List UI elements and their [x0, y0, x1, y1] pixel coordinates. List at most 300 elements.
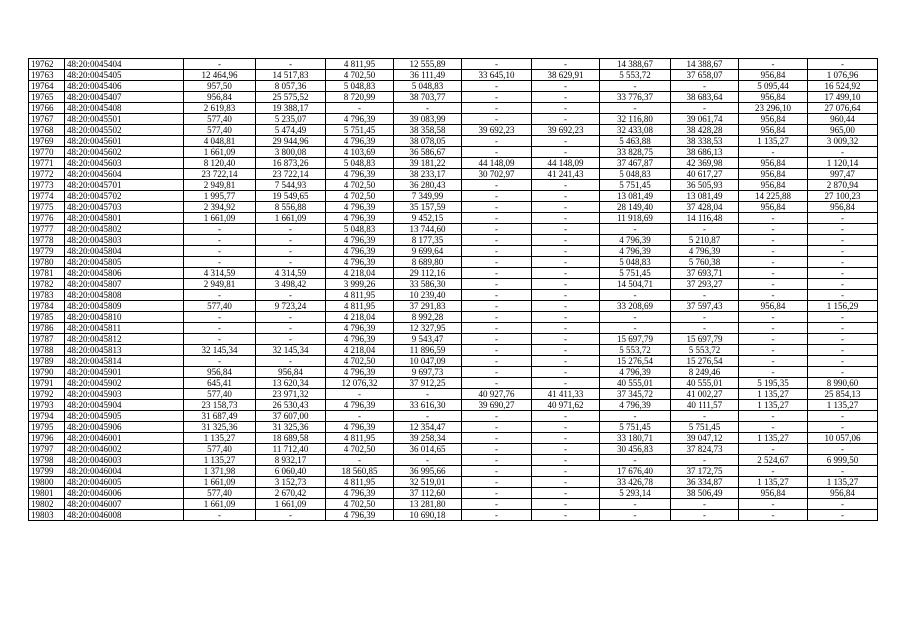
table-row: [29, 400, 878, 411]
value-cell: -: [462, 378, 532, 389]
value-cell: 4 796,39: [600, 246, 671, 257]
value-cell: -: [808, 334, 878, 345]
value-cell: 11 896,59: [394, 345, 462, 356]
cadastral-number-cell: 48:20:0045405: [65, 70, 184, 81]
value-cell: -: [532, 345, 600, 356]
value-cell: -: [462, 444, 532, 455]
value-cell: -: [184, 59, 256, 70]
value-cell: -: [326, 411, 394, 422]
value-cell: -: [739, 411, 808, 422]
value-cell: -: [532, 268, 600, 279]
value-cell: -: [808, 290, 878, 301]
value-cell: 1 156,29: [808, 301, 878, 312]
row-number-cell: 19778: [29, 235, 65, 246]
value-cell: 5 048,83: [326, 158, 394, 169]
value-cell: 39 692,23: [532, 125, 600, 136]
value-cell: 10 057,06: [808, 433, 878, 444]
value-cell: 5 048,83: [326, 81, 394, 92]
value-cell: 4 048,81: [184, 136, 256, 147]
value-cell: 4 796,39: [326, 213, 394, 224]
value-cell: -: [808, 499, 878, 510]
value-cell: 956,84: [184, 367, 256, 378]
value-cell: -: [532, 191, 600, 202]
value-cell: 16 524,92: [808, 81, 878, 92]
value-cell: 14 388,67: [600, 59, 671, 70]
value-cell: 33 828,75: [600, 147, 671, 158]
value-cell: 956,84: [739, 169, 808, 180]
value-cell: 5 210,87: [671, 235, 739, 246]
value-cell: 14 388,67: [671, 59, 739, 70]
value-cell: 4 702,50: [326, 180, 394, 191]
value-cell: 37 597,43: [671, 301, 739, 312]
cadastral-number-cell: 48:20:0045812: [65, 334, 184, 345]
value-cell: -: [532, 477, 600, 488]
table-row: [29, 235, 878, 246]
value-cell: -: [600, 455, 671, 466]
value-cell: 1 661,09: [256, 213, 326, 224]
value-cell: 5 751,45: [326, 125, 394, 136]
value-cell: 577,40: [184, 114, 256, 125]
value-cell: -: [256, 323, 326, 334]
value-cell: 12 555,89: [394, 59, 462, 70]
value-cell: -: [739, 235, 808, 246]
cadastral-number-cell: 48:20:0045905: [65, 411, 184, 422]
value-cell: -: [462, 499, 532, 510]
value-cell: 3 009,32: [808, 136, 878, 147]
value-cell: 5 553,72: [600, 70, 671, 81]
table-row: [29, 356, 878, 367]
value-cell: 4 796,39: [326, 202, 394, 213]
value-cell: -: [532, 488, 600, 499]
cadastral-number-cell: 48:20:0045906: [65, 422, 184, 433]
cadastral-number-cell: 48:20:0045406: [65, 81, 184, 92]
value-cell: 4 796,39: [326, 422, 394, 433]
cadastral-number-cell: 48:20:0045703: [65, 202, 184, 213]
value-cell: 577,40: [184, 444, 256, 455]
table-row: [29, 323, 878, 334]
row-number-cell: 19766: [29, 103, 65, 114]
value-cell: 4 314,59: [256, 268, 326, 279]
value-cell: 38 686,13: [671, 147, 739, 158]
value-cell: 645,41: [184, 378, 256, 389]
value-cell: -: [671, 510, 739, 521]
value-cell: 5 751,45: [671, 422, 739, 433]
table-row: [29, 224, 878, 235]
value-cell: 13 081,49: [600, 191, 671, 202]
value-cell: -: [462, 92, 532, 103]
value-cell: -: [671, 455, 739, 466]
value-cell: 40 555,01: [600, 378, 671, 389]
value-cell: -: [532, 279, 600, 290]
value-cell: 39 690,27: [462, 400, 532, 411]
value-cell: 4 811,95: [326, 433, 394, 444]
value-cell: 39 692,23: [462, 125, 532, 136]
value-cell: 14 116,48: [671, 213, 739, 224]
value-cell: -: [532, 367, 600, 378]
value-cell: -: [462, 147, 532, 158]
row-number-cell: 19798: [29, 455, 65, 466]
value-cell: 2 619,83: [184, 103, 256, 114]
value-cell: 4 811,95: [326, 59, 394, 70]
value-cell: -: [532, 433, 600, 444]
value-cell: 23 971,32: [256, 389, 326, 400]
row-number-cell: 19792: [29, 389, 65, 400]
value-cell: 2 949,81: [184, 180, 256, 191]
value-cell: 4 218,04: [326, 312, 394, 323]
value-cell: 6 060,40: [256, 466, 326, 477]
value-cell: 1 135,27: [184, 433, 256, 444]
value-cell: 4 796,39: [326, 246, 394, 257]
row-number-cell: 19785: [29, 312, 65, 323]
value-cell: 1 135,27: [739, 389, 808, 400]
row-number-cell: 19801: [29, 488, 65, 499]
row-number-cell: 19791: [29, 378, 65, 389]
value-cell: -: [462, 345, 532, 356]
value-cell: 37 428,04: [671, 202, 739, 213]
value-cell: 4 811,95: [326, 290, 394, 301]
row-number-cell: 19797: [29, 444, 65, 455]
value-cell: 956,84: [739, 158, 808, 169]
value-cell: -: [671, 499, 739, 510]
value-cell: -: [462, 191, 532, 202]
row-number-cell: 19794: [29, 411, 65, 422]
row-number-cell: 19787: [29, 334, 65, 345]
value-cell: 6 999,50: [808, 455, 878, 466]
value-cell: 9 699,64: [394, 246, 462, 257]
value-cell: -: [462, 510, 532, 521]
table-row: [29, 213, 878, 224]
row-number-cell: 19769: [29, 136, 65, 147]
cadastral-number-cell: 48:20:0045901: [65, 367, 184, 378]
value-cell: 38 428,28: [671, 125, 739, 136]
value-cell: 8 556,88: [256, 202, 326, 213]
value-cell: 5 463,88: [600, 136, 671, 147]
value-cell: -: [256, 235, 326, 246]
value-cell: 12 464,96: [184, 70, 256, 81]
value-cell: -: [739, 510, 808, 521]
cadastral-number-cell: 48:20:0046001: [65, 433, 184, 444]
value-cell: 8 249,46: [671, 367, 739, 378]
cadastral-number-cell: 48:20:0045604: [65, 169, 184, 180]
value-cell: -: [739, 290, 808, 301]
row-number-cell: 19776: [29, 213, 65, 224]
table-row: [29, 334, 878, 345]
value-cell: 1 135,27: [184, 455, 256, 466]
value-cell: -: [600, 290, 671, 301]
table-row: [29, 158, 878, 169]
value-cell: -: [532, 59, 600, 70]
value-cell: 41 411,33: [532, 389, 600, 400]
value-cell: 1 661,09: [184, 499, 256, 510]
value-cell: 8 177,35: [394, 235, 462, 246]
value-cell: 27 100,23: [808, 191, 878, 202]
value-cell: 10 239,40: [394, 290, 462, 301]
value-cell: 14 225,88: [739, 191, 808, 202]
value-cell: 38 629,91: [532, 70, 600, 81]
row-number-cell: 19771: [29, 158, 65, 169]
value-cell: 32 116,80: [600, 114, 671, 125]
row-number-cell: 19795: [29, 422, 65, 433]
value-cell: 956,84: [184, 92, 256, 103]
value-cell: 31 687,49: [184, 411, 256, 422]
value-cell: -: [462, 411, 532, 422]
value-cell: -: [808, 268, 878, 279]
cadastral-number-cell: 48:20:0045408: [65, 103, 184, 114]
value-cell: 37 467,87: [600, 158, 671, 169]
table-row: [29, 378, 878, 389]
value-cell: 5 760,38: [671, 257, 739, 268]
value-cell: -: [600, 81, 671, 92]
value-cell: 4 702,50: [326, 444, 394, 455]
table-row: [29, 125, 878, 136]
value-cell: 9 452,15: [394, 213, 462, 224]
value-cell: 4 796,39: [326, 400, 394, 411]
value-cell: -: [532, 180, 600, 191]
value-cell: -: [808, 367, 878, 378]
value-cell: 4 218,04: [326, 268, 394, 279]
cadastral-number-cell: 48:20:0045810: [65, 312, 184, 323]
row-number-cell: 19800: [29, 477, 65, 488]
value-cell: 965,00: [808, 125, 878, 136]
value-cell: 5 048,83: [394, 81, 462, 92]
value-cell: -: [739, 499, 808, 510]
value-cell: 3 498,42: [256, 279, 326, 290]
row-number-cell: 19773: [29, 180, 65, 191]
value-cell: 39 061,74: [671, 114, 739, 125]
value-cell: 4 796,39: [600, 235, 671, 246]
cadastral-number-cell: 48:20:0045813: [65, 345, 184, 356]
value-cell: -: [184, 312, 256, 323]
value-cell: 956,84: [739, 125, 808, 136]
value-cell: 5 195,35: [739, 378, 808, 389]
value-cell: -: [532, 510, 600, 521]
value-cell: -: [184, 290, 256, 301]
row-number-cell: 19796: [29, 433, 65, 444]
value-cell: 39 258,34: [394, 433, 462, 444]
value-cell: -: [808, 147, 878, 158]
value-cell: -: [462, 312, 532, 323]
value-cell: -: [184, 246, 256, 257]
value-cell: 957,50: [184, 81, 256, 92]
value-cell: 38 683,64: [671, 92, 739, 103]
table-row: [29, 147, 878, 158]
value-cell: 38 078,05: [394, 136, 462, 147]
cadastral-number-cell: 48:20:0045808: [65, 290, 184, 301]
value-cell: -: [671, 290, 739, 301]
value-cell: 33 426,78: [600, 477, 671, 488]
value-cell: -: [462, 455, 532, 466]
value-cell: 4 702,50: [326, 70, 394, 81]
value-cell: 2 870,94: [808, 180, 878, 191]
value-cell: 17 676,40: [600, 466, 671, 477]
value-cell: 8 120,40: [184, 158, 256, 169]
value-cell: 14 504,71: [600, 279, 671, 290]
value-cell: 18 689,58: [256, 433, 326, 444]
cadastral-number-cell: 48:20:0045502: [65, 125, 184, 136]
table-row: [29, 444, 878, 455]
value-cell: 16 873,26: [256, 158, 326, 169]
value-cell: 32 145,34: [184, 345, 256, 356]
value-cell: 956,84: [256, 367, 326, 378]
value-cell: 1 135,27: [739, 400, 808, 411]
value-cell: 37 112,60: [394, 488, 462, 499]
value-cell: 5 751,45: [600, 422, 671, 433]
value-cell: 40 555,01: [671, 378, 739, 389]
table-row: [29, 422, 878, 433]
value-cell: 5 048,83: [600, 257, 671, 268]
value-cell: 4 796,39: [326, 367, 394, 378]
table-row: [29, 488, 878, 499]
value-cell: 8 057,36: [256, 81, 326, 92]
value-cell: -: [739, 257, 808, 268]
value-cell: -: [808, 422, 878, 433]
table-row: [29, 367, 878, 378]
value-cell: 956,84: [739, 92, 808, 103]
value-cell: 4 218,04: [326, 345, 394, 356]
value-cell: -: [462, 202, 532, 213]
table-row: [29, 191, 878, 202]
value-cell: 997,47: [808, 169, 878, 180]
value-cell: -: [532, 312, 600, 323]
value-cell: 17 499,10: [808, 92, 878, 103]
value-cell: 36 586,67: [394, 147, 462, 158]
row-number-cell: 19783: [29, 290, 65, 301]
cadastral-number-cell: 48:20:0045407: [65, 92, 184, 103]
table-row: [29, 510, 878, 521]
value-cell: -: [808, 323, 878, 334]
value-cell: 956,84: [739, 301, 808, 312]
value-cell: 19 388,17: [256, 103, 326, 114]
value-cell: -: [739, 422, 808, 433]
table-row: [29, 59, 878, 70]
value-cell: -: [326, 103, 394, 114]
table-row: [29, 202, 878, 213]
value-cell: -: [808, 411, 878, 422]
value-cell: 37 172,75: [671, 466, 739, 477]
cadastral-number-cell: 48:20:0045811: [65, 323, 184, 334]
value-cell: 1 135,27: [808, 477, 878, 488]
value-cell: 23 296,10: [739, 103, 808, 114]
value-cell: 23 158,73: [184, 400, 256, 411]
value-cell: 37 607,00: [256, 411, 326, 422]
value-cell: 4 796,39: [326, 257, 394, 268]
value-cell: 1 120,14: [808, 158, 878, 169]
value-cell: 7 544,93: [256, 180, 326, 191]
value-cell: -: [462, 301, 532, 312]
value-cell: -: [808, 246, 878, 257]
value-cell: 1 661,09: [184, 147, 256, 158]
cadastral-number-cell: 48:20:0045802: [65, 224, 184, 235]
value-cell: -: [600, 411, 671, 422]
row-number-cell: 19775: [29, 202, 65, 213]
value-cell: -: [462, 246, 532, 257]
value-cell: -: [462, 235, 532, 246]
value-cell: -: [532, 422, 600, 433]
value-cell: -: [462, 466, 532, 477]
cadastral-number-cell: 48:20:0045903: [65, 389, 184, 400]
value-cell: 8 990,60: [808, 378, 878, 389]
value-cell: 23 722,14: [184, 169, 256, 180]
value-cell: -: [739, 312, 808, 323]
value-cell: 40 971,62: [532, 400, 600, 411]
value-cell: 5 095,44: [739, 81, 808, 92]
value-cell: -: [394, 389, 462, 400]
value-cell: 31 325,36: [256, 422, 326, 433]
value-cell: -: [462, 81, 532, 92]
row-number-cell: 19782: [29, 279, 65, 290]
row-number-cell: 19786: [29, 323, 65, 334]
cadastral-number-cell: 48:20:0045902: [65, 378, 184, 389]
row-number-cell: 19763: [29, 70, 65, 81]
value-cell: -: [600, 323, 671, 334]
value-cell: -: [671, 312, 739, 323]
value-cell: 956,84: [739, 70, 808, 81]
row-number-cell: 19770: [29, 147, 65, 158]
value-cell: -: [808, 224, 878, 235]
value-cell: 38 506,49: [671, 488, 739, 499]
value-cell: 36 334,87: [671, 477, 739, 488]
value-cell: -: [532, 136, 600, 147]
value-cell: 11 918,69: [600, 213, 671, 224]
value-cell: 13 744,60: [394, 224, 462, 235]
value-cell: -: [739, 224, 808, 235]
value-cell: -: [808, 345, 878, 356]
value-cell: 33 208,69: [600, 301, 671, 312]
value-cell: -: [462, 279, 532, 290]
value-cell: -: [532, 202, 600, 213]
value-cell: -: [532, 499, 600, 510]
value-cell: -: [256, 334, 326, 345]
value-cell: 33 645,10: [462, 70, 532, 81]
value-cell: 10 047,09: [394, 356, 462, 367]
value-cell: -: [808, 312, 878, 323]
cadastral-number-cell: 48:20:0045701: [65, 180, 184, 191]
value-cell: -: [462, 422, 532, 433]
value-cell: -: [462, 59, 532, 70]
value-cell: 13 081,49: [671, 191, 739, 202]
row-number-cell: 19781: [29, 268, 65, 279]
value-cell: 4 796,39: [326, 114, 394, 125]
value-cell: 37 824,73: [671, 444, 739, 455]
value-cell: -: [394, 455, 462, 466]
value-cell: 2 524,67: [739, 455, 808, 466]
value-cell: 8 992,28: [394, 312, 462, 323]
row-number-cell: 19803: [29, 510, 65, 521]
value-cell: 956,84: [808, 202, 878, 213]
value-cell: 40 617,27: [671, 169, 739, 180]
value-cell: -: [671, 81, 739, 92]
value-cell: -: [532, 235, 600, 246]
value-cell: -: [808, 356, 878, 367]
value-cell: 40 111,57: [671, 400, 739, 411]
value-cell: 38 358,58: [394, 125, 462, 136]
value-cell: 37 658,07: [671, 70, 739, 81]
value-cell: -: [671, 103, 739, 114]
table-body: [29, 59, 878, 521]
value-cell: -: [739, 345, 808, 356]
cadastral-number-cell: 48:20:0046002: [65, 444, 184, 455]
value-cell: -: [184, 323, 256, 334]
row-number-cell: 19777: [29, 224, 65, 235]
value-cell: 44 148,09: [462, 158, 532, 169]
value-cell: -: [462, 367, 532, 378]
value-cell: -: [462, 488, 532, 499]
value-cell: 5 751,45: [600, 180, 671, 191]
value-cell: -: [739, 279, 808, 290]
value-cell: 38 703,77: [394, 92, 462, 103]
value-cell: -: [671, 224, 739, 235]
value-cell: 18 560,85: [326, 466, 394, 477]
